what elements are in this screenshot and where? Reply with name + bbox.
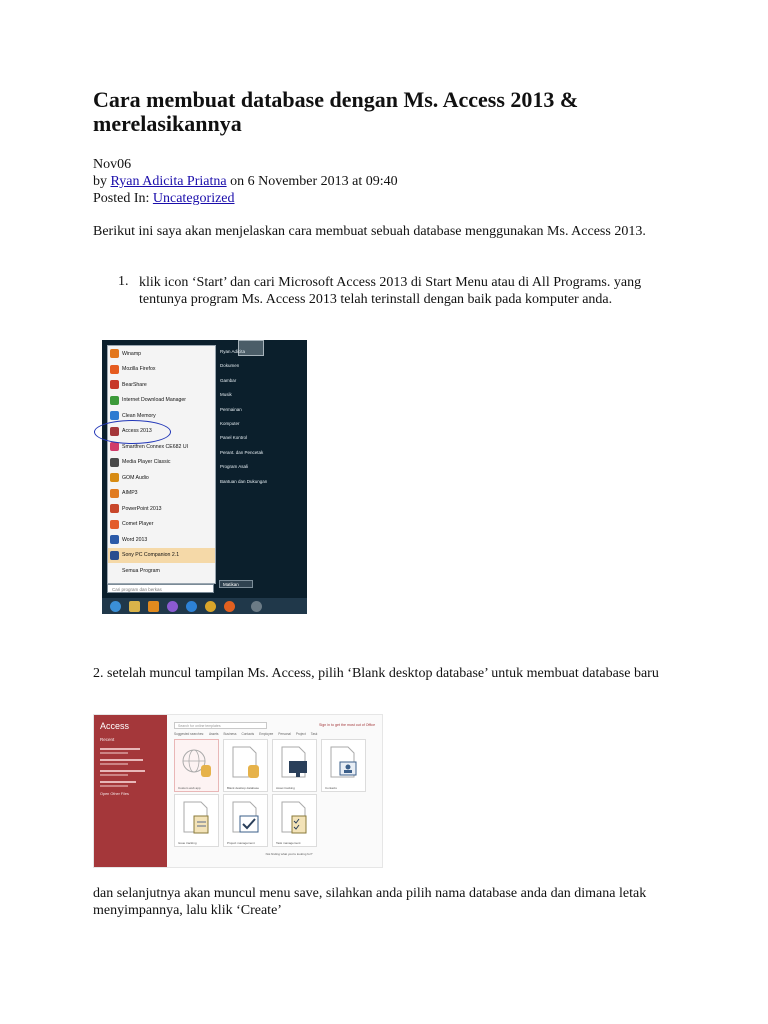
tray-icon — [251, 601, 262, 612]
blank-database-icon — [230, 745, 262, 781]
start-menu-item-label: Word 2013 — [122, 536, 148, 543]
access-start-screenshot — [93, 714, 383, 868]
tile-project-management — [223, 794, 268, 847]
template-search-input: Search for online templates — [174, 722, 267, 729]
start-menu-item — [108, 517, 215, 533]
recent-file — [100, 748, 140, 750]
recent-file — [100, 770, 145, 772]
program-icon — [110, 551, 119, 560]
shutdown-button: Matikan — [219, 580, 253, 588]
start-menu-place: Permainan — [220, 406, 242, 412]
program-icon — [110, 396, 119, 405]
tile-label: Issue tracking — [178, 841, 197, 845]
start-menu-item — [108, 532, 215, 548]
start-menu-places — [216, 345, 276, 595]
start-menu-item-label: GOM Audio — [122, 474, 149, 481]
recent-file-path — [100, 752, 128, 754]
recent-file — [100, 759, 143, 761]
chrome-icon — [205, 601, 216, 612]
byline — [93, 173, 398, 190]
start-orb-icon — [110, 601, 121, 612]
tile-custom-web-app — [174, 739, 219, 792]
suggested-searches — [174, 732, 317, 736]
start-menu-programs — [107, 345, 216, 584]
contact-card-icon — [328, 745, 360, 781]
byline-date: on 6 November 2013 at 09:40 — [226, 174, 398, 189]
tile-label: Asset tracking — [276, 786, 295, 790]
start-menu-screenshot — [102, 340, 307, 614]
program-icon — [110, 535, 119, 544]
recent-file-path — [100, 785, 128, 787]
start-menu-item-label: Smartfren Connex CE682 UI — [122, 443, 189, 450]
suggested-search-tab: Personal — [278, 732, 291, 736]
start-menu-item-label: Sony PC Companion 2.1 — [122, 552, 180, 559]
date-short: Nov06 — [93, 157, 132, 172]
program-icon — [110, 380, 119, 389]
all-programs: Semua Program — [122, 567, 160, 574]
start-menu-item — [108, 501, 215, 517]
article-title: Cara membuat database dengan Ms. Access 2013 & merelasikannya — [93, 87, 579, 136]
start-menu-place: Musik — [220, 392, 232, 398]
start-menu-item — [108, 377, 215, 393]
program-icon — [110, 458, 119, 467]
tile-label: Project management — [227, 841, 255, 845]
not-finding-note: Not finding what you're looking for? — [265, 852, 313, 856]
recent-file-path — [100, 763, 128, 765]
program-icon — [110, 473, 119, 482]
media-player-icon — [148, 601, 159, 612]
tile-task-management — [272, 794, 317, 847]
tile-issue-tracking — [174, 794, 219, 847]
start-menu-place: Ryan Adicita — [220, 349, 246, 354]
start-menu-item-label: Internet Download Manager — [122, 397, 187, 404]
start-menu-item — [108, 548, 215, 564]
app-icon — [167, 601, 178, 612]
program-icon — [110, 504, 119, 513]
monitor-icon — [279, 745, 311, 781]
start-menu-place: Gambar — [220, 377, 237, 383]
firefox-icon — [224, 601, 235, 612]
internet-explorer-icon — [186, 601, 197, 612]
start-menu-item-label: Comet Player — [122, 521, 154, 528]
author-link[interactable]: Ryan Adicita Priatna — [110, 174, 227, 189]
program-icon — [110, 349, 119, 358]
step1-text: klik icon ‘Start’ dan cari Microsoft Access 2013 di Start Menu atau di All Programs. yang tentunya program Ms. Access 2013 telah terinstall dengan baik pada komputer anda. — [139, 275, 642, 307]
suggested-search-tab: Task — [310, 732, 318, 736]
clipboard-icon — [181, 800, 213, 836]
suggested-search-tab: Employee — [259, 732, 274, 736]
program-icon — [110, 365, 119, 374]
recent-file-path — [100, 774, 128, 776]
taskbar — [102, 598, 307, 614]
start-menu-place: Dokumen — [220, 363, 240, 369]
program-icon — [110, 520, 119, 529]
program-icon — [110, 411, 119, 420]
intro-paragraph: Berikut ini saya akan menjelaskan cara membuat sebuah database menggunakan Ms. Access 2013. — [93, 224, 646, 239]
start-menu-place: Komputer — [220, 420, 240, 426]
start-menu-place: Panel Kontrol — [220, 435, 248, 441]
tile-label: Contacts — [325, 786, 337, 790]
access-sidebar — [94, 715, 167, 868]
start-menu-item — [108, 455, 215, 471]
access-app-title: Access — [100, 721, 130, 731]
start-menu-item — [108, 346, 215, 362]
globe-database-icon — [181, 745, 213, 781]
posted-in — [93, 190, 235, 207]
suggested-search-tab: Project — [295, 732, 306, 736]
start-menu-item-label: Winamp — [122, 350, 142, 357]
recent-file — [100, 781, 136, 783]
tile-contacts — [321, 739, 366, 792]
suggested-search-tab: Suggested searches: — [174, 732, 204, 736]
tile-label: Custom web app — [178, 786, 201, 790]
start-menu-item — [108, 362, 215, 378]
posted-in-label: Posted In: — [93, 191, 153, 206]
byline-prefix: by — [93, 174, 111, 189]
start-menu-item — [108, 486, 215, 502]
program-icon — [110, 442, 119, 451]
start-menu-item-label: AIMP3 — [122, 490, 138, 497]
start-search-input: Cari program dan berkas — [107, 584, 214, 593]
start-menu-item — [108, 393, 215, 409]
start-menu-item-label: Mozilla Firefox — [122, 366, 156, 373]
open-other-files: Open Other Files — [100, 792, 129, 796]
start-menu-item-label: Media Player Classic — [122, 459, 171, 466]
program-icon — [110, 489, 119, 498]
access-highlight-circle — [94, 420, 171, 444]
tile-label: Task management — [276, 841, 301, 845]
tile-asset-tracking — [272, 739, 317, 792]
step1-number: 1. — [118, 274, 129, 289]
step3-paragraph: dan selanjutnya akan muncul menu save, silahkan anda pilih nama database anda dan dimana letak menyimpannya, lalu klik ‘Create’ — [93, 886, 647, 918]
start-menu-item-label: Access 2013 — [122, 428, 152, 435]
sign-in-link: Sign in to get the most out of Office — [319, 723, 376, 727]
recent-label: Recent — [100, 737, 115, 742]
suggested-search-tab: Contacts — [241, 732, 255, 736]
folder-icon — [129, 601, 140, 612]
suggested-search-tab: Assets — [208, 732, 219, 736]
step2-paragraph: 2. setelah muncul tampilan Ms. Access, pilih ‘Blank desktop database’ untuk membuat database baru — [93, 666, 659, 681]
checklist-icon — [279, 800, 311, 836]
tile-label: Blank desktop database — [227, 786, 260, 790]
calendar-check-icon — [230, 800, 262, 836]
start-menu-place: Program Asali — [220, 464, 249, 470]
category-link[interactable]: Uncategorized — [152, 191, 235, 206]
start-menu-place: Bantuan dan Dukungan — [220, 478, 268, 484]
start-menu-item — [108, 470, 215, 486]
start-menu-item-label: PowerPoint 2013 — [122, 505, 162, 512]
start-menu-item-label: Clean Memory — [122, 412, 156, 419]
start-menu-item-label: BearShare — [122, 381, 147, 388]
tile-blank-desktop-database — [223, 739, 268, 792]
start-menu-place: Perant. dan Pencetak — [220, 449, 264, 455]
suggested-search-tab: Business — [223, 732, 237, 736]
